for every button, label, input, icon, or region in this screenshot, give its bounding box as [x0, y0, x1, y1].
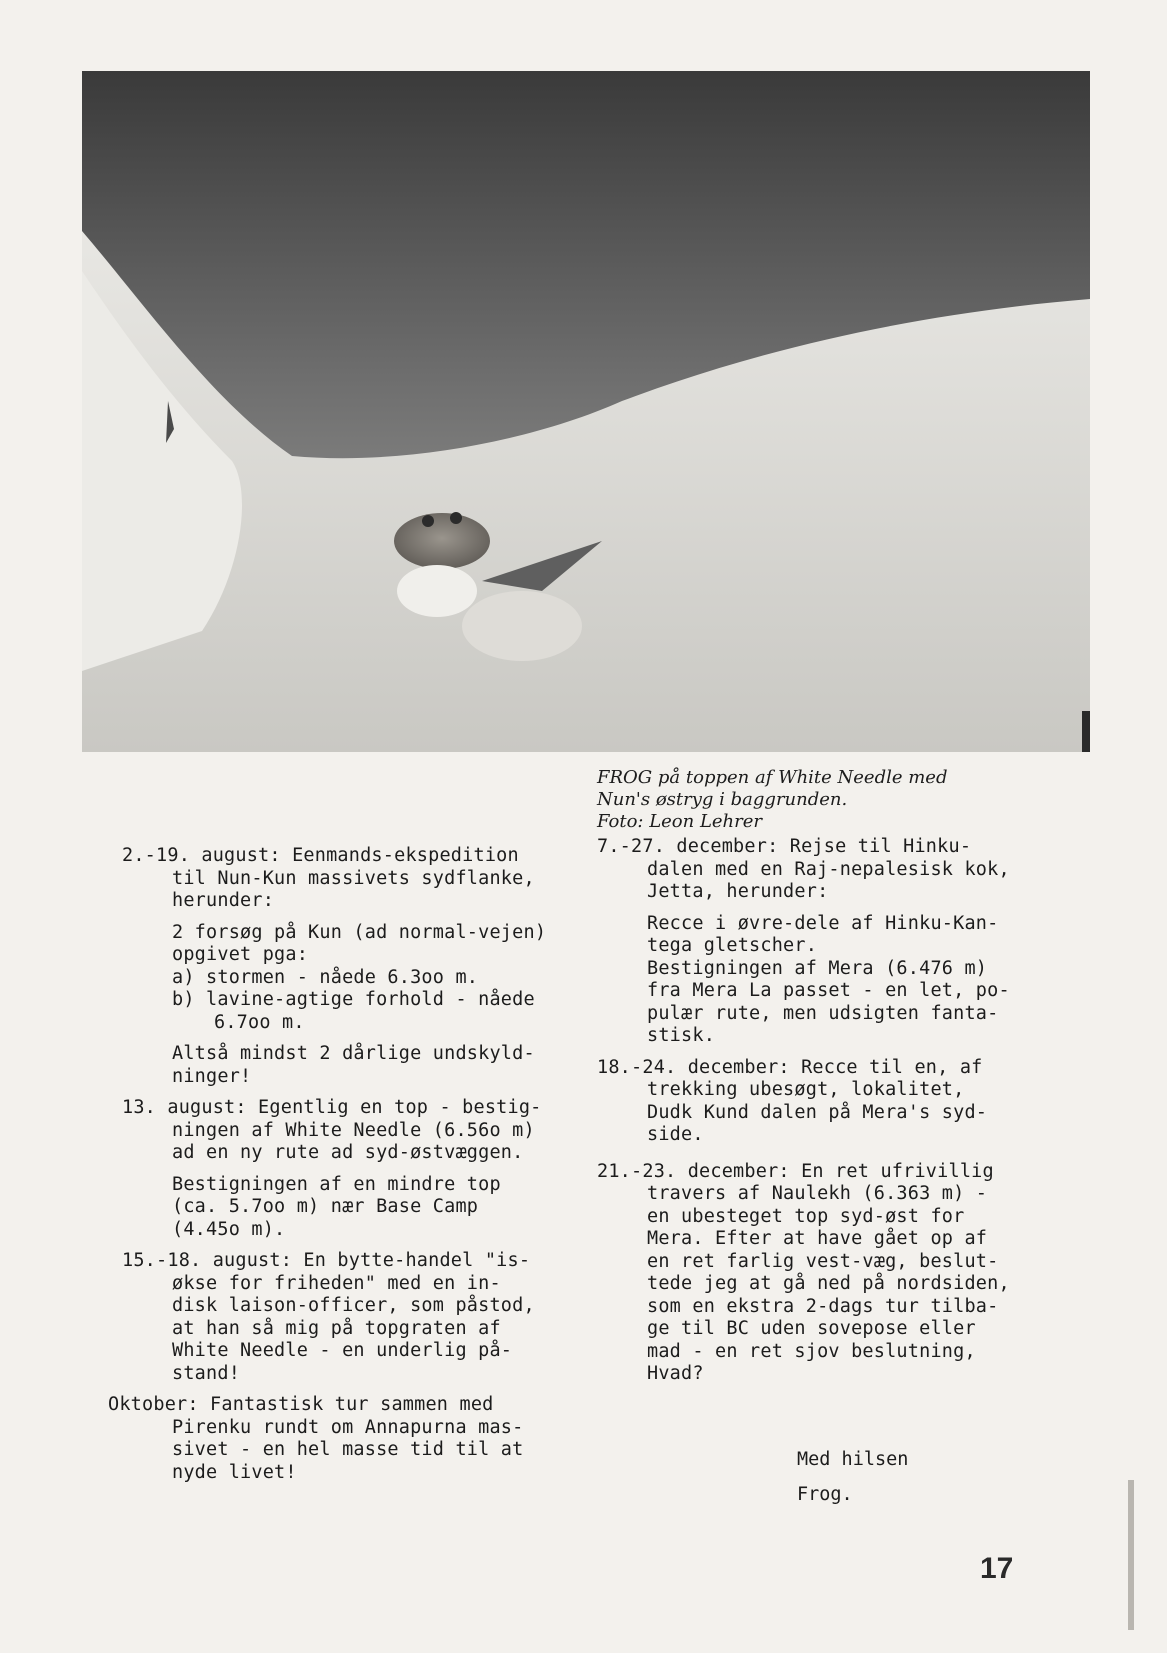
entry-line: Altså mindst 2 dårlige undskyld-	[172, 1043, 535, 1064]
entry-line: mad - en ret sjov beslutning,	[647, 1340, 976, 1362]
entry-line: Jetta, herunder:	[647, 881, 829, 902]
right-column	[597, 836, 1067, 1395]
entry-line: ninger!	[172, 1065, 252, 1087]
entry-line: nyde livet!	[172, 1461, 297, 1483]
caption-line: Nun's østryg i baggrunden.	[597, 789, 848, 810]
entry-naulekh	[597, 1161, 1067, 1386]
entry-line: en ubesteget top syd-øst for	[647, 1205, 965, 1227]
entry-line: stand!	[172, 1362, 241, 1384]
entry-nun-kun	[122, 845, 577, 1088]
entry-line: side.	[647, 1124, 704, 1145]
entry-line: Dudk Kund dalen på Mera's syd-	[647, 1101, 988, 1123]
entry-line: ningen af White Needle (6.56o m)	[172, 1119, 535, 1141]
entry-line: til Nun-Kun massivets sydflanke,	[172, 867, 535, 889]
entry-line: Hvad?	[647, 1363, 704, 1384]
entry-line: trekking ubesøgt, lokalitet,	[647, 1079, 965, 1100]
photo-corner-mark	[1082, 711, 1090, 752]
entry-line: (ca. 5.7oo m) nær Base Camp	[172, 1196, 479, 1217]
entry-line: Pirenku rundt om Annapurna mas-	[172, 1416, 524, 1438]
snow-frog-photo	[82, 71, 1090, 752]
entry-line: at han så mig på topgraten af	[172, 1317, 501, 1339]
entry-line: fra Mera La passet - en let, po-	[647, 980, 1010, 1001]
entry-line: ad en ny rute ad syd-østvæggen.	[172, 1142, 524, 1163]
entry-line: Recce i øvre-dele af Hinku-Kan-	[647, 912, 999, 934]
entry-heading: 18.-24. december: Recce til en, af	[597, 1056, 983, 1078]
entry-line: Bestigningen af en mindre top	[172, 1173, 501, 1195]
entry-line: dalen med en Raj-nepalesisk kok,	[647, 858, 1010, 880]
page-edge-shadow	[1128, 1480, 1134, 1630]
entry-heading: 2.-19. august: Eenmands-ekspedition	[122, 845, 519, 866]
caption-line: FROG på toppen af White Needle med	[597, 767, 948, 788]
entry-annapurna	[108, 1394, 577, 1484]
entry-dudk-kund	[597, 1057, 1067, 1147]
snow-clump	[397, 565, 477, 617]
frog-eye-right	[450, 512, 462, 524]
entry-heading: 13. august: Egentlig en top - bestig-	[122, 1097, 542, 1118]
entry-line: sivet - en hel masse tid til at	[172, 1439, 524, 1460]
entry-line: økse for friheden" med en in-	[172, 1272, 501, 1294]
photo	[82, 71, 1090, 752]
caption-credit: Foto: Leon Lehrer	[597, 811, 763, 832]
page-number: 17	[980, 1552, 1014, 1585]
entry-ice-axe	[122, 1250, 577, 1385]
greeting: Med hilsen	[797, 1449, 909, 1470]
entry-line: Bestigningen af Mera (6.476 m)	[647, 957, 988, 979]
snow-mound	[462, 591, 582, 661]
entry-line: tega gletscher.	[647, 935, 818, 956]
frog-eye-left	[422, 515, 434, 527]
frog-toy	[394, 513, 490, 569]
entry-line: stisk.	[647, 1025, 716, 1046]
entry-white-needle	[122, 1097, 577, 1241]
entry-hinku	[597, 836, 1067, 1048]
entry-line: opgivet pga:	[172, 944, 309, 965]
entry-line: ge til BC uden sovepose eller	[647, 1318, 976, 1339]
entry-line: Mera. Efter at have gået op af	[647, 1228, 988, 1249]
entry-line: som en ekstra 2-dags tur tilba-	[647, 1295, 999, 1317]
entry-line: pulær rute, men udsigten fanta-	[647, 1002, 999, 1024]
entry-line: travers af Naulekh (6.363 m) -	[647, 1183, 988, 1204]
entry-line: (4.45o m).	[172, 1218, 286, 1240]
entry-heading: Oktober: Fantastisk tur sammen med	[108, 1394, 494, 1415]
entry-line: 6.7oo m.	[214, 1011, 305, 1033]
left-column	[108, 845, 577, 1493]
entry-heading: 15.-18. august: En bytte-handel "is-	[122, 1250, 531, 1271]
photo-caption	[597, 767, 1067, 833]
signature: Frog.	[797, 1484, 853, 1505]
entry-line: herunder:	[172, 890, 275, 911]
entry-line: b) lavine-agtige forhold - nåede	[172, 989, 535, 1010]
entry-line: disk laison-officer, som påstod,	[172, 1295, 535, 1316]
entry-line: a) stormen - nåede 6.3oo m.	[172, 966, 479, 988]
entry-line: 2 forsøg på Kun (ad normal-vejen)	[172, 921, 547, 943]
entry-line: tede jeg at gå ned på nordsiden,	[647, 1273, 1010, 1294]
entry-line: White Needle - en underlig på-	[172, 1340, 513, 1361]
entry-heading: 21.-23. december: En ret ufrivillig	[597, 1160, 994, 1182]
entry-line: en ret farlig vest-væg, beslut-	[647, 1250, 999, 1272]
entry-heading: 7.-27. december: Rejse til Hinku-	[597, 836, 972, 857]
